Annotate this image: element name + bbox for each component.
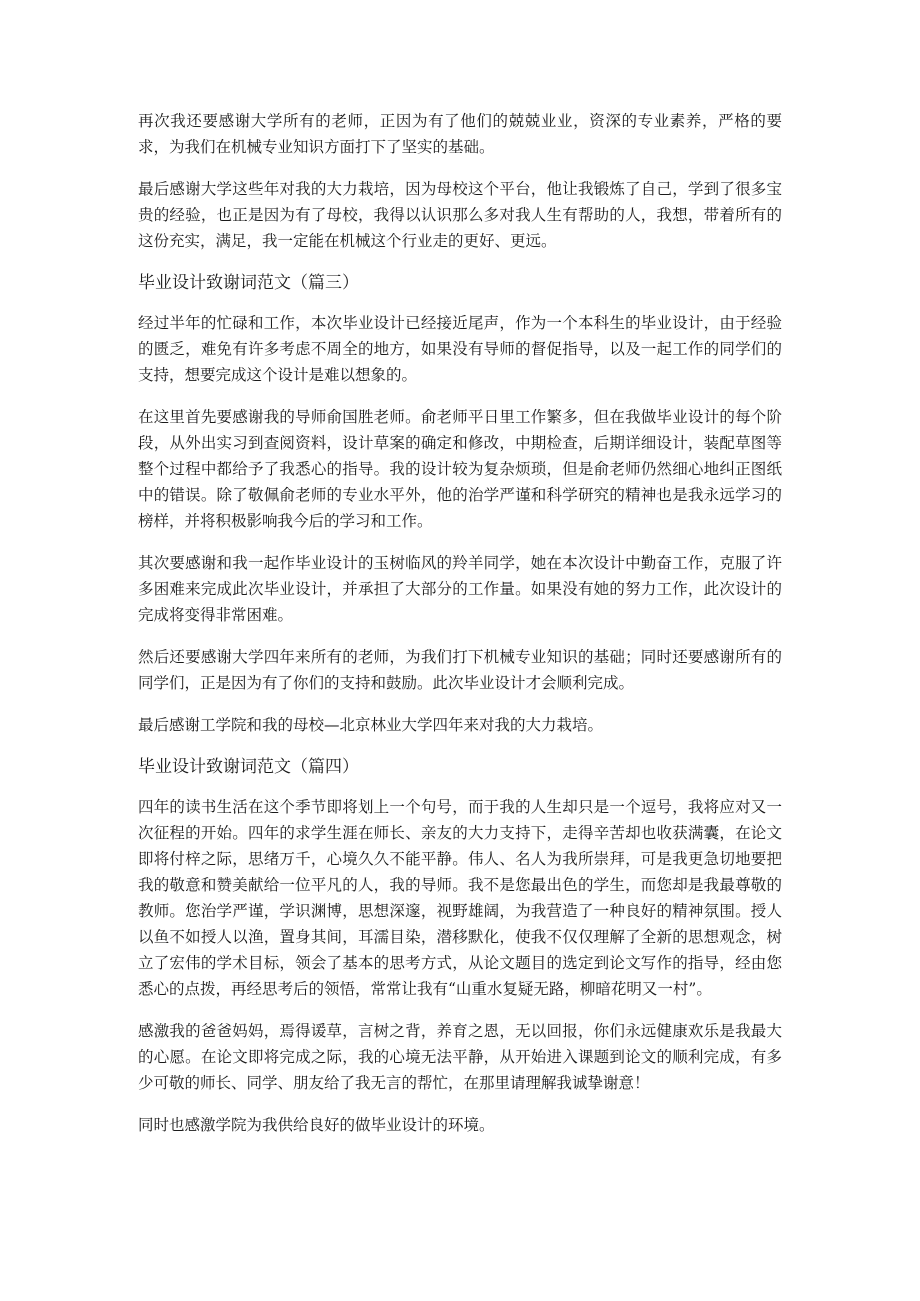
- paragraph: 同时也感激学院为我供给良好的做毕业设计的环境。: [138, 1116, 495, 1134]
- paragraph: 其次要感谢和我一起作毕业设计的玉树临风的羚羊同学，她在本次设计中勤奋工作，克服了许多困难来完成此次毕业设计，并承担了大部分的工作量。如果没有她的努力工作，此次设计的完成将变得非常困难。: [138, 554, 782, 624]
- paragraph: 然后还要感谢大学四年来所有的老师，为我们打下机械专业知识的基础；同时还要感谢所有的同学们，正是因为有了你们的支持和鼓励。此次毕业设计才会顺利完成。: [138, 648, 782, 692]
- paragraph: 再次我还要感谢大学所有的老师，正因为有了他们的兢兢业业，资深的专业素养，严格的要求，为我们在机械专业知识方面打下了坚实的基础。: [138, 112, 782, 156]
- document-page: [138, 108, 782, 1154]
- section-heading: 毕业设计致谢词范文（篇三）: [138, 273, 359, 293]
- paragraph: 在这里首先要感谢我的导师俞国胜老师。俞老师平日里工作繁多，但在我做毕业设计的每个阶段，从外出实习到查阅资料，设计草案的确定和修改，中期检查，后期详细设计，装配草图等整个过程中都给予了我悉心的指导。我的设计较为复杂烦琐，但是俞老师仍然细心地纠正图纸中的错误。除了敬佩俞老师的专业水平外，他的治学严谨和科学研究的精神也是我永远学习的榜样，并将积极影响我今后的学习和工作。: [138, 408, 782, 530]
- paragraph: 最后感谢工学院和我的母校—北京林业大学四年来对我的大力栽培。: [138, 716, 604, 734]
- section-heading: 毕业设计致谢词范文（篇四）: [138, 757, 359, 777]
- paragraph: 最后感谢大学这些年对我的大力栽培，因为母校这个平台，他让我锻炼了自己，学到了很多宝贵的经验，也正是因为有了母校，我得以认识那么多对我人生有帮助的人，我想，带着所有的这份充实，满足，我一定能在机械这个行业走的更好、更远。: [138, 180, 782, 250]
- paragraph: 感激我的爸爸妈妈，焉得谖草，言树之背，养育之恩，无以回报，你们永远健康欢乐是我最大的心愿。在论文即将完成之际，我的心境无法平静，从开始进入课题到论文的顺利完成，有多少可敬的师长、同学、朋友给了我无言的帮忙，在那里请理解我诚挚谢意！: [138, 1022, 782, 1092]
- paragraph: 经过半年的忙碌和工作，本次毕业设计已经接近尾声，作为一个本科生的毕业设计，由于经验的匮乏，难免有许多考虑不周全的地方，如果没有导师的督促指导，以及一起工作的同学们的支持，想要完成这个设计是难以想象的。: [138, 314, 782, 384]
- paragraph: 四年的读书生活在这个季节即将划上一个句号，而于我的人生却只是一个逗号，我将应对又一次征程的开始。四年的求学生涯在师长、亲友的大力支持下，走得辛苦却也收获满囊，在论文即将付梓之际，思绪万千，心境久久不能平静。伟人、名人为我所崇拜，可是我更急切地要把我的敬意和赞美献给一位平凡的人，我的导师。我不是您最出色的学生，而您却是我最尊敬的教师。您治学严谨，学识渊博，思想深邃，视野雄阔，为我营造了一种良好的精神氛围。授人以鱼不如授人以渔，置身其间，耳濡目染，潜移默化，使我不仅仅理解了全新的思想观念，树立了宏伟的学术目标，领会了基本的思考方式，从论文题目的选定到论文写作的指导，经由您悉心的点拨，再经思考后的领悟，常常让我有“山重水复疑无路，柳暗花明又一村”。: [138, 798, 782, 998]
